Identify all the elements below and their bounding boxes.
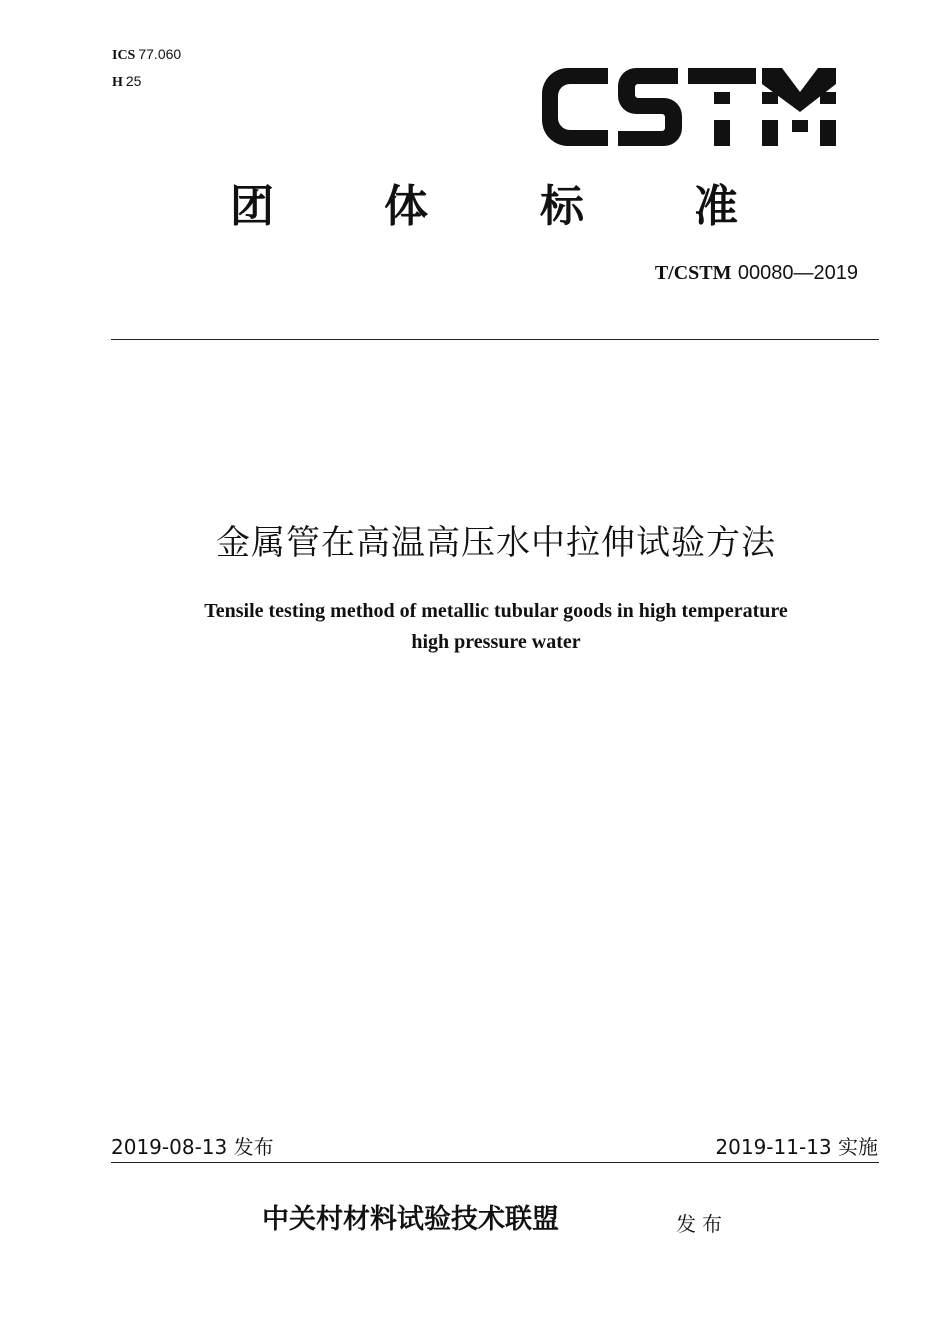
header-divider xyxy=(111,339,879,340)
cstm-logo xyxy=(538,62,838,154)
title-chinese: 金属管在高温高压水中拉伸试验方法 xyxy=(216,523,776,563)
ics-label: ICS xyxy=(112,48,136,63)
publish-date: 2019-08-13 发布 xyxy=(111,1135,274,1159)
title-english-line2: high pressure water xyxy=(411,631,581,653)
ccs-code xyxy=(112,72,141,92)
standard-type-char: 准 xyxy=(694,181,740,232)
ccs-label: H xyxy=(112,75,123,90)
title-english-line1: Tensile testing method of metallic tubular goods in high temperature xyxy=(204,600,788,622)
standard-type-char: 团 xyxy=(230,181,276,232)
issuer-name: 中关村材料试验技术联盟 xyxy=(262,1204,559,1235)
logo-letter-t xyxy=(688,68,756,146)
standard-type xyxy=(0,175,950,239)
logo-letter-s xyxy=(618,68,682,146)
ccs-value: 25 xyxy=(125,73,142,89)
implement-date: 2019-11-13 实施 xyxy=(715,1135,878,1159)
standard-code xyxy=(655,259,858,286)
standard-code-prefix: T/CSTM xyxy=(654,262,732,284)
standard-type-char: 体 xyxy=(384,181,430,232)
footer-divider xyxy=(111,1162,879,1163)
ics-value: 77.060 xyxy=(138,46,182,62)
logo-letter-c xyxy=(542,68,608,146)
ics-code xyxy=(112,45,181,65)
standard-type-char: 标 xyxy=(540,181,586,232)
standard-code-number: 00080—2019 xyxy=(737,262,858,284)
issue-label: 发布 xyxy=(676,1212,728,1236)
logo-letter-m xyxy=(762,68,836,146)
